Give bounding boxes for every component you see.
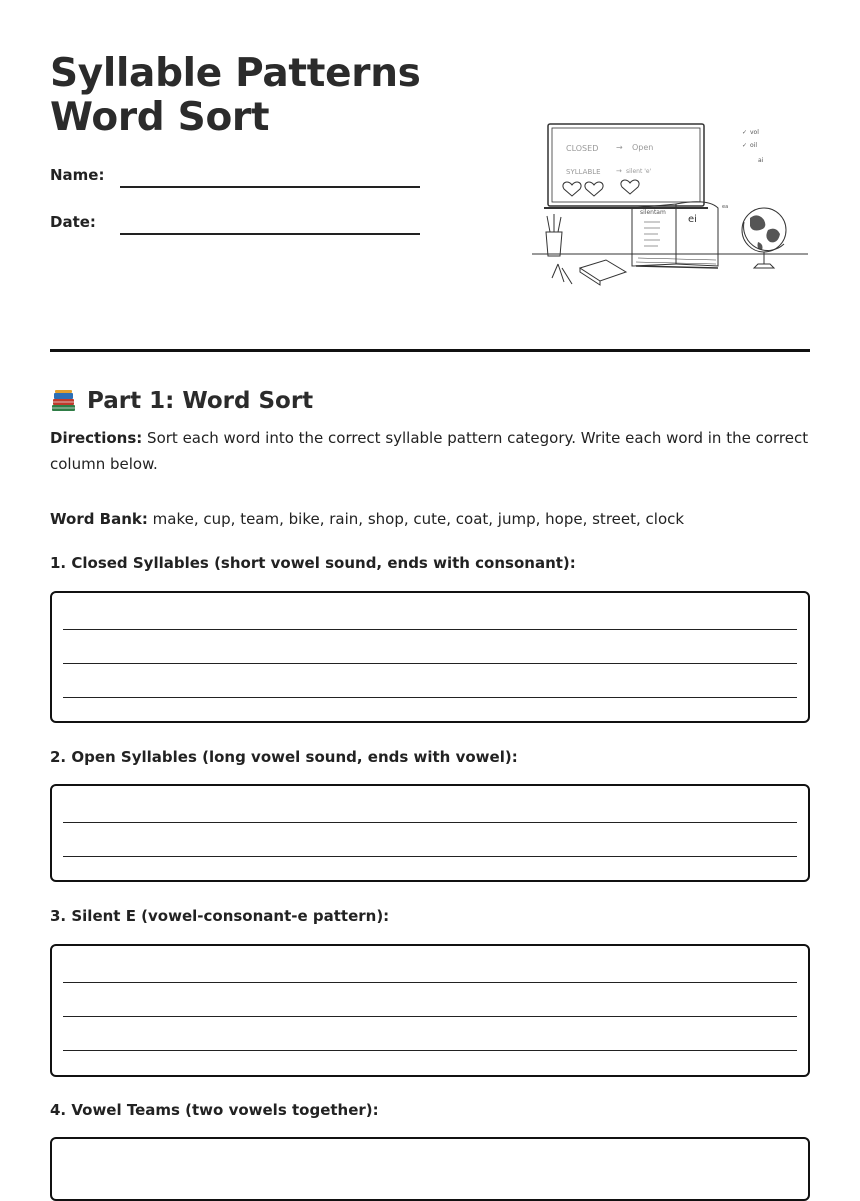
pencil-icon bbox=[558, 264, 564, 282]
writing-line bbox=[63, 629, 797, 630]
answer-box-closed[interactable] bbox=[50, 591, 810, 723]
word-bank-text: make, cup, team, bike, rain, shop, cute, coat, jump, hope, street, clock bbox=[147, 510, 685, 528]
check-icon: ✓ bbox=[742, 129, 748, 136]
name-line[interactable] bbox=[120, 186, 420, 188]
heart-icon bbox=[621, 180, 639, 194]
check-icon: ✓ bbox=[742, 142, 748, 149]
board-text-closed: CLOSED bbox=[566, 144, 599, 153]
writing-line bbox=[63, 663, 797, 664]
globe-icon bbox=[742, 208, 786, 252]
board-arrow-1: → bbox=[616, 143, 623, 152]
notebook-edge bbox=[580, 268, 600, 285]
worksheet-title: Syllable Patterns Word Sort bbox=[50, 51, 421, 140]
book-right-text: ei bbox=[688, 214, 697, 225]
side-note-1: vol bbox=[750, 129, 759, 136]
writing-line bbox=[63, 856, 797, 857]
answer-box-open[interactable] bbox=[50, 784, 810, 882]
board-text-silent: silent 'e' bbox=[626, 168, 652, 175]
answer-box-silent-e[interactable] bbox=[50, 944, 810, 1077]
pencil-icon bbox=[552, 264, 558, 278]
writing-line bbox=[63, 1016, 797, 1017]
writing-line bbox=[63, 982, 797, 983]
notebook-icon bbox=[580, 260, 626, 281]
globe-base bbox=[754, 264, 774, 268]
section-divider bbox=[50, 349, 810, 352]
open-book-right-page bbox=[676, 202, 718, 266]
pencil-icon bbox=[547, 216, 550, 232]
book-text-lines bbox=[644, 222, 660, 246]
classroom-illustration bbox=[532, 118, 812, 298]
heart-icon bbox=[563, 182, 581, 196]
date-label: Date: bbox=[50, 213, 96, 231]
directions-label: Directions: bbox=[50, 429, 143, 447]
writing-line bbox=[63, 822, 797, 823]
part1-title: Part 1: Word Sort bbox=[87, 388, 314, 414]
part1-heading bbox=[50, 388, 313, 414]
board-arrow-2: → bbox=[616, 167, 622, 175]
answer-box-vowel-teams[interactable] bbox=[50, 1137, 810, 1201]
globe-continents bbox=[750, 215, 780, 250]
question-3-label: 3. Silent E (vowel-consonant-e pattern): bbox=[50, 907, 390, 925]
question-4-label: 4. Vowel Teams (two vowels together): bbox=[50, 1101, 379, 1119]
pencil-icon bbox=[558, 217, 561, 232]
word-bank-label: Word Bank: bbox=[50, 510, 148, 528]
writing-line bbox=[63, 1050, 797, 1051]
book-base bbox=[636, 266, 718, 268]
books-icon bbox=[50, 388, 77, 414]
side-note-2: oil bbox=[750, 142, 758, 149]
heart-icon bbox=[585, 182, 603, 196]
pencil-cup-icon bbox=[546, 232, 562, 256]
board-text-syllable: SYLLABLE bbox=[566, 168, 601, 176]
question-1-label: 1. Closed Syllables (short vowel sound, ends with consonant): bbox=[50, 554, 576, 572]
board-text-open: Open bbox=[632, 143, 654, 152]
name-label: Name: bbox=[50, 166, 105, 184]
side-note-3: ai bbox=[758, 157, 764, 164]
chalkboard bbox=[548, 124, 704, 206]
directions bbox=[50, 425, 810, 477]
word-bank bbox=[50, 506, 810, 532]
small-note: ea bbox=[722, 204, 729, 210]
book-heading: silentam bbox=[640, 209, 666, 216]
directions-text: Sort each word into the correct syllable pattern category. Write each word in the correct column below. bbox=[50, 429, 809, 473]
question-2-label: 2. Open Syllables (long vowel sound, ends with vowel): bbox=[50, 748, 518, 766]
writing-line bbox=[63, 697, 797, 698]
date-line[interactable] bbox=[120, 233, 420, 235]
